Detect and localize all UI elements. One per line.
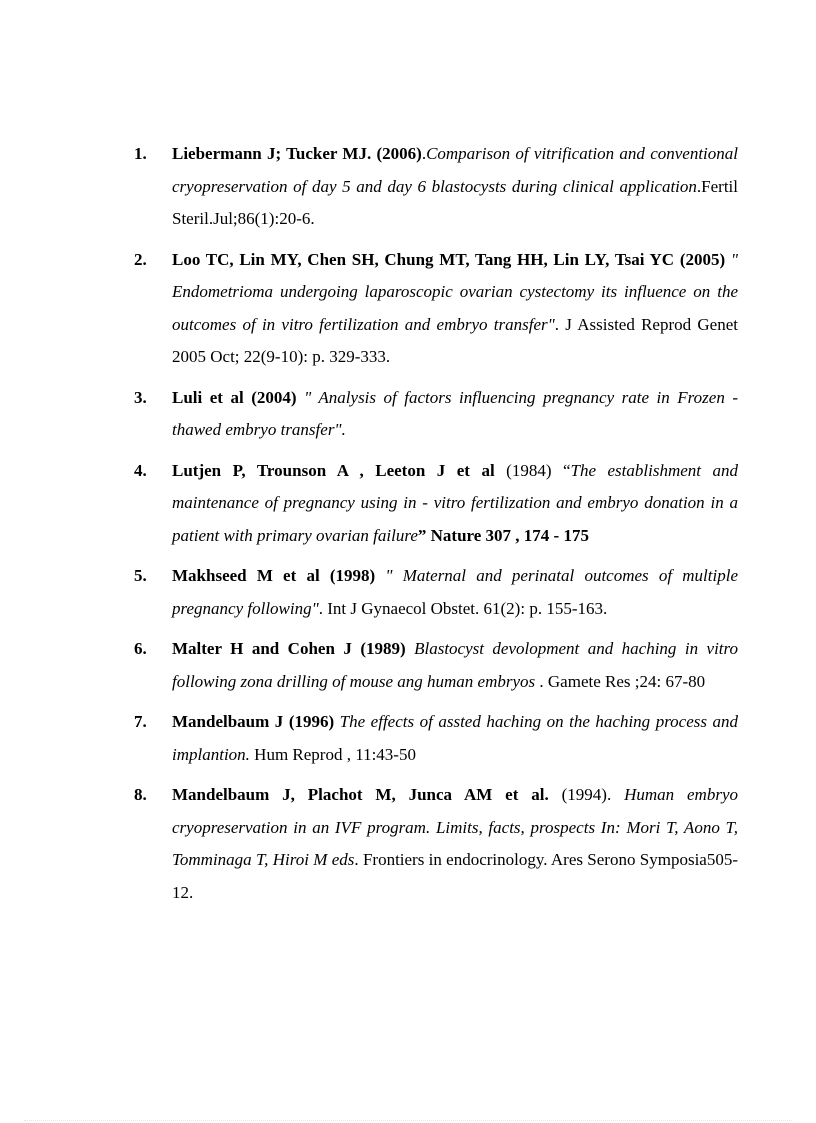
reference-body [172, 633, 738, 698]
reference-year: (1989) [360, 639, 406, 658]
reference-authors: Mandelbaum J, Plachot M, Junca AM et al. [172, 785, 549, 804]
reference-year: (1996) [288, 712, 335, 731]
reference-item [134, 244, 738, 374]
reference-title: " Analysis of factors influencing pregnancy rate in Frozen - thawed embryo transfer". [172, 387, 738, 439]
reference-sep [297, 388, 305, 407]
reference-authors: Malter H and Cohen J [172, 639, 352, 658]
reference-authors: Luli et al [172, 387, 244, 407]
reference-title: The establishment and maintenance of pregnancy using in - vitro fertilization and embryo donation in a patient with primary ovarian failure [172, 460, 738, 545]
reference-authors: Lutjen P, Trounson A , Leeton J et al [172, 460, 495, 480]
reference-sep: . [421, 144, 427, 163]
reference-source: . J Assisted Reprod Genet 2005 Oct; 22(9-10): p. 329-333. [172, 314, 738, 366]
reference-year: (1994). [561, 785, 612, 804]
reference-year: (2004) [251, 387, 297, 407]
reference-year: (1998) [329, 566, 376, 585]
reference-title: " Maternal and perinatal outcomes of multiple pregnancy following" [172, 566, 738, 618]
reference-source: ” Nature 307 , 174 - 175 [417, 525, 589, 545]
reference-sep: “ [551, 460, 571, 480]
reference-sep: . [366, 144, 377, 163]
reference-item [134, 633, 738, 698]
reference-title: Comparison of vitrification and conventional cryopreservation of day 5 and day 6 blastocysts during clinical application [172, 144, 739, 196]
reference-sep [611, 785, 624, 804]
reference-body [172, 244, 738, 374]
page-bottom-divider [24, 1120, 792, 1121]
reference-body [172, 382, 738, 447]
reference-item [134, 560, 738, 625]
reference-body [172, 706, 738, 771]
reference-item [134, 455, 738, 553]
reference-number: 1. [134, 144, 147, 163]
reference-body [172, 779, 738, 909]
reference-item [134, 779, 738, 909]
reference-source: . Gamete Res ;24: 67-80 [535, 671, 706, 691]
reference-title: " Endometrioma undergoing laparoscopic ovarian cystectomy its influence on the outcomes of in vitro fertilization and embryo transfer" [172, 249, 739, 334]
reference-title: Human embryo cryopreservation in an IVF program. Limits, facts, prospects In: Mori T, Aono T, Tomminaga T, Hiroi M eds [172, 785, 738, 869]
reference-source: . Frontiers in endocrinology. Ares Serono Symposia505-12. [172, 850, 738, 902]
reference-authors: Loo TC, Lin MY, Chen SH, Chung MT, Tang HH, Lin LY, Tsai YC [172, 249, 675, 269]
reference-item [134, 382, 738, 447]
reference-number: 8. [134, 785, 147, 804]
reference-item [134, 138, 738, 236]
reference-body [172, 455, 738, 553]
reference-source: . Int J Gynaecol Obstet. 61(2): p. 155-163. [318, 598, 608, 618]
reference-sep [375, 566, 385, 585]
reference-source: Hum Reprod , 11:43-50 [249, 744, 416, 764]
reference-body [172, 560, 738, 625]
reference-number: 2. [134, 249, 147, 269]
reference-authors: Makhseed M et al [172, 566, 320, 585]
reference-sep [320, 566, 330, 585]
reference-year: (2006) [376, 144, 422, 163]
reference-sep [406, 639, 414, 658]
reference-number: 7. [134, 712, 147, 731]
reference-number: 4. [134, 460, 147, 480]
reference-year: (1984) [506, 460, 552, 480]
reference-authors: Mandelbaum J [172, 712, 284, 731]
reference-body [172, 138, 738, 236]
reference-number: 6. [134, 639, 147, 658]
reference-sep [495, 461, 506, 480]
reference-year: (2005) [679, 249, 726, 269]
reference-number: 5. [134, 566, 147, 585]
reference-item [134, 706, 738, 771]
reference-list [134, 138, 738, 917]
reference-title: Blastocyst devolopment and haching in vitro following zona drilling of mouse ang human embryos [172, 639, 739, 691]
reference-authors: Liebermann J; Tucker MJ [172, 144, 367, 163]
reference-sep [549, 785, 562, 804]
reference-source: .Fertil Steril.Jul;86(1):20-6. [172, 176, 738, 228]
reference-title: The effects of assted haching on the haching process and implantion. [172, 712, 739, 764]
reference-number: 3. [134, 387, 147, 407]
